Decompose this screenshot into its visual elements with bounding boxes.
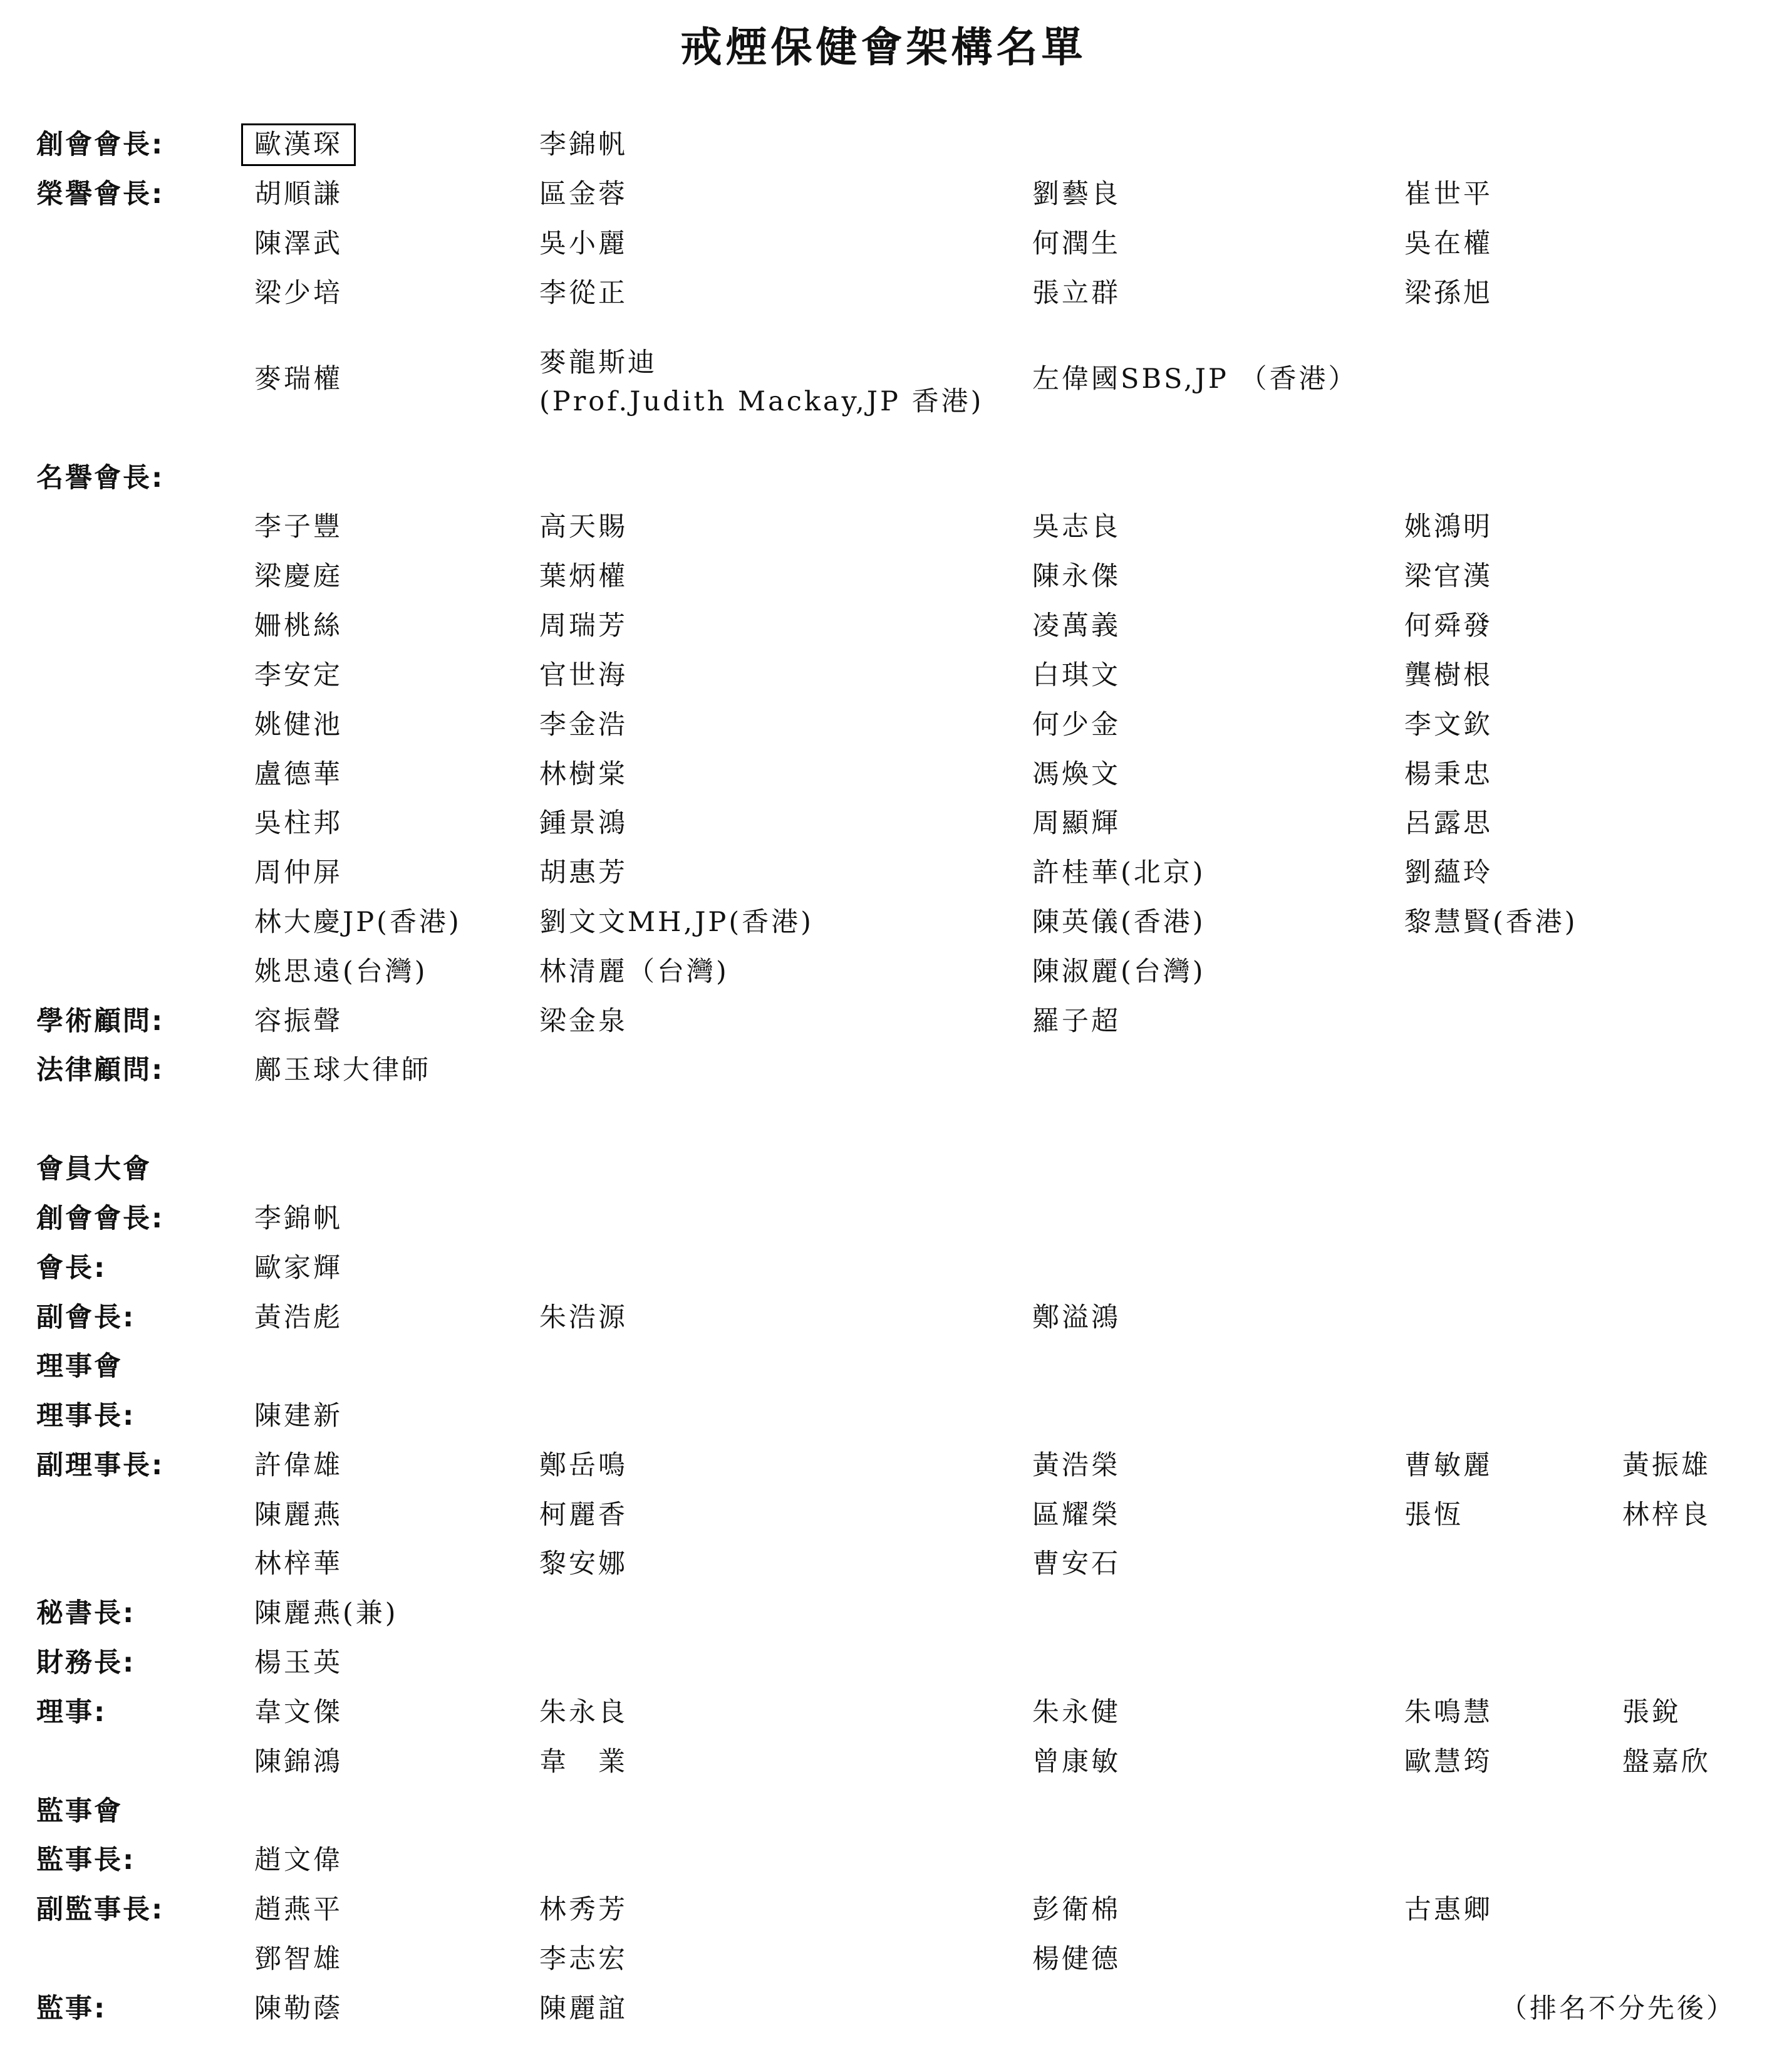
role-label: 理事會 — [36, 1351, 123, 1382]
member-name: 趙燕平 — [254, 1894, 343, 1925]
member-name: 曹敏麗 — [1404, 1450, 1493, 1481]
role-label: 學術顧問: — [36, 1006, 165, 1037]
boxed-member-name: 歐漢琛 — [247, 129, 350, 160]
roster-row — [0, 997, 1767, 1046]
member-name: 崔世平 — [1404, 179, 1493, 210]
member-name: 劉蘊玲 — [1404, 857, 1493, 888]
roster-row — [0, 799, 1767, 848]
roster-row — [0, 947, 1767, 997]
member-name: 朱永良 — [539, 1697, 628, 1728]
member-name: 梁慶庭 — [254, 561, 343, 592]
role-label: 創會會長: — [36, 1203, 165, 1234]
role-label: 理事長: — [36, 1400, 136, 1432]
roster-row — [0, 1935, 1767, 1984]
role-label: 監事會 — [36, 1796, 123, 1827]
member-name: 陳勒蔭 — [254, 1993, 343, 2024]
roster-row — [0, 552, 1767, 601]
member-name: 黃浩榮 — [1032, 1450, 1121, 1481]
role-label: 監事: — [36, 1993, 107, 2024]
member-name: 胡惠芳 — [539, 857, 628, 888]
member-name: 李子豐 — [254, 511, 343, 543]
member-name-multiline — [539, 343, 983, 431]
roster-row — [0, 1787, 1767, 1836]
member-name: 張恆 — [1404, 1499, 1463, 1531]
member-name: 梁官漢 — [1404, 561, 1493, 592]
member-name: 梁金泉 — [539, 1006, 628, 1037]
member-name: 吳柱邦 — [254, 808, 343, 839]
member-name: 朱浩源 — [539, 1302, 628, 1333]
role-label: 名譽會長: — [36, 462, 165, 494]
member-name: 黎安娜 — [539, 1548, 628, 1580]
member-name: 區金蓉 — [539, 179, 628, 210]
member-name: 林梓良 — [1622, 1499, 1711, 1531]
member-name: 區耀榮 — [1032, 1499, 1121, 1531]
member-name: 劉藝良 — [1032, 179, 1121, 210]
member-name: 麥龍斯迪 — [539, 347, 657, 378]
member-name: 呂露思 — [1404, 808, 1493, 839]
member-name: 鄭岳鳴 — [539, 1450, 628, 1481]
member-name: 周瑞芳 — [539, 610, 628, 642]
roster-row — [0, 1688, 1767, 1737]
member-name: 張銳 — [1622, 1697, 1681, 1728]
roster-row — [0, 750, 1767, 799]
roster-row — [0, 1491, 1767, 1540]
member-name: 朱鳴慧 — [1404, 1697, 1493, 1728]
member-name: 楊玉英 — [254, 1647, 343, 1679]
member-name: 李安定 — [254, 660, 343, 691]
member-name: 李金浩 — [539, 709, 628, 741]
member-name: 羅子超 — [1032, 1006, 1121, 1037]
member-name: 鍾景鴻 — [539, 808, 628, 839]
member-name: 周顯輝 — [1032, 808, 1121, 839]
member-name: 何舜發 — [1404, 610, 1493, 642]
member-name: 李從正 — [539, 278, 628, 309]
member-name: 陳麗燕 — [254, 1499, 343, 1531]
member-name: 吳在權 — [1404, 228, 1493, 259]
member-name: 李志宏 — [539, 1944, 628, 1975]
member-name: 官世海 — [539, 660, 628, 691]
member-name: 姚思遠(台灣) — [254, 956, 428, 987]
roster-row — [0, 651, 1767, 700]
member-name: 吳小麗 — [539, 228, 628, 259]
roster-row — [0, 1244, 1767, 1293]
roster-row — [0, 1638, 1767, 1688]
member-name: 古惠卿 — [1404, 1894, 1493, 1925]
member-name: 李錦帆 — [254, 1203, 343, 1234]
roster-row — [0, 898, 1767, 947]
member-name: 楊健德 — [1032, 1944, 1121, 1975]
member-name: 梁少培 — [254, 278, 343, 309]
roster-row — [0, 700, 1767, 750]
member-name: 容振聲 — [254, 1006, 343, 1037]
roster-row — [0, 601, 1767, 651]
member-name: 歐慧筠 — [1404, 1746, 1493, 1778]
member-name: 陳建新 — [254, 1400, 343, 1432]
member-name: 柯麗香 — [539, 1499, 628, 1531]
member-name: 陳永傑 — [1032, 561, 1121, 592]
member-name: 曾康敏 — [1032, 1746, 1121, 1778]
member-name: 陳澤武 — [254, 228, 343, 259]
roster-row — [0, 1885, 1767, 1935]
member-name: 許偉雄 — [254, 1450, 343, 1481]
roster-row — [0, 1539, 1767, 1589]
member-name: 林大慶JP(香港) — [254, 907, 462, 938]
member-name: 胡順謙 — [254, 179, 343, 210]
roster-row — [0, 1392, 1767, 1441]
roster-row — [0, 269, 1767, 318]
member-name: 陳英儀(香港) — [1032, 907, 1206, 938]
member-name: 曹安石 — [1032, 1548, 1121, 1580]
member-name: 歐家輝 — [254, 1252, 343, 1284]
member-name: 林清麗（台灣) — [539, 956, 729, 987]
member-name: 何少金 — [1032, 709, 1121, 741]
member-name: 何潤生 — [1032, 228, 1121, 259]
member-name: 張立群 — [1032, 278, 1121, 309]
member-name: 楊秉忠 — [1404, 759, 1493, 790]
roster-row — [0, 1342, 1767, 1392]
member-name: 盤嘉欣 — [1622, 1746, 1711, 1778]
member-name: 趙文偉 — [254, 1845, 343, 1876]
page-title: 戒煙保健會架構名單 — [680, 23, 1087, 71]
roster-row — [0, 1046, 1767, 1095]
member-name: 林樹棠 — [539, 759, 628, 790]
role-label: 監事長: — [36, 1845, 136, 1876]
member-name: 葉炳權 — [539, 561, 628, 592]
member-name: 鄺玉球大律師 — [254, 1054, 431, 1086]
roster-row — [0, 848, 1767, 898]
member-name: 陳淑麗(台灣) — [1032, 956, 1206, 987]
member-name — [254, 120, 350, 170]
member-name: 黎慧賢(香港) — [1404, 907, 1578, 938]
member-name: 黃振雄 — [1622, 1450, 1711, 1481]
member-name: 凌萬義 — [1032, 610, 1121, 642]
member-name: 陳麗誼 — [539, 1993, 628, 2024]
roster-row — [0, 120, 1767, 170]
member-name: 姚健池 — [254, 709, 343, 741]
member-name: 白琪文 — [1032, 660, 1121, 691]
roster-row — [0, 219, 1767, 269]
member-name: 麥瑞權 — [254, 363, 343, 395]
member-name: 吳志良 — [1032, 511, 1121, 543]
member-name: 左偉國SBS,JP （香港） — [1032, 363, 1358, 395]
member-name: 劉文文MH,JP(香港) — [539, 907, 814, 938]
member-name: 鄭溢鴻 — [1032, 1302, 1121, 1333]
member-name: 周仲屏 — [254, 857, 343, 888]
member-name: 林梓華 — [254, 1548, 343, 1580]
member-name: 高天賜 — [539, 511, 628, 543]
role-label: 創會會長: — [36, 129, 165, 160]
member-name: 姚鴻明 — [1404, 511, 1493, 543]
member-name: 許桂華(北京) — [1032, 857, 1206, 888]
roster-row — [0, 1836, 1767, 1885]
member-name: 林秀芳 — [539, 1894, 628, 1925]
member-name: 朱永健 — [1032, 1697, 1121, 1728]
roster-row — [0, 454, 1767, 503]
member-name: 陳錦鴻 — [254, 1746, 343, 1778]
member-name: 盧德華 — [254, 759, 343, 790]
roster-row — [0, 347, 1767, 417]
member-name: 龔樹根 — [1404, 660, 1493, 691]
role-label: 會員大會 — [36, 1153, 152, 1185]
roster-row — [0, 502, 1767, 552]
member-name: 姍桃絲 — [254, 610, 343, 642]
roster-row — [0, 1737, 1767, 1787]
member-name: 梁孫旭 — [1404, 278, 1493, 309]
roster-row — [0, 170, 1767, 219]
roster-row — [0, 1194, 1767, 1244]
role-label: 副監事長: — [36, 1894, 165, 1925]
member-name: 韋文傑 — [254, 1697, 343, 1728]
role-label: 法律顧問: — [36, 1054, 165, 1086]
roster-row — [0, 1293, 1767, 1343]
member-name: 彭衛棉 — [1032, 1894, 1121, 1925]
role-label: 副理事長: — [36, 1450, 165, 1481]
role-label: 財務長: — [36, 1647, 136, 1679]
member-name: 李錦帆 — [539, 129, 628, 160]
role-label: 會長: — [36, 1252, 107, 1284]
member-name: 李文欽 — [1404, 709, 1493, 741]
roster-row — [0, 1589, 1767, 1638]
roster-row — [0, 1145, 1767, 1194]
member-name-english: (Prof.Judith Mackay,JP 香港) — [539, 386, 984, 417]
role-label: 副會長: — [36, 1302, 136, 1333]
role-label: 榮譽會長: — [36, 179, 165, 210]
member-name: 鄧智雄 — [254, 1944, 343, 1975]
role-label: 秘書長: — [36, 1598, 136, 1629]
member-name: 黃浩彪 — [254, 1302, 343, 1333]
role-label: 理事: — [36, 1697, 107, 1728]
member-name: 馮煥文 — [1032, 759, 1121, 790]
ordering-note: （排名不分先後） — [1500, 1993, 1736, 2024]
member-name: 韋 業 — [539, 1746, 628, 1778]
member-name: 陳麗燕(兼) — [254, 1598, 398, 1629]
roster-row — [0, 1441, 1767, 1491]
